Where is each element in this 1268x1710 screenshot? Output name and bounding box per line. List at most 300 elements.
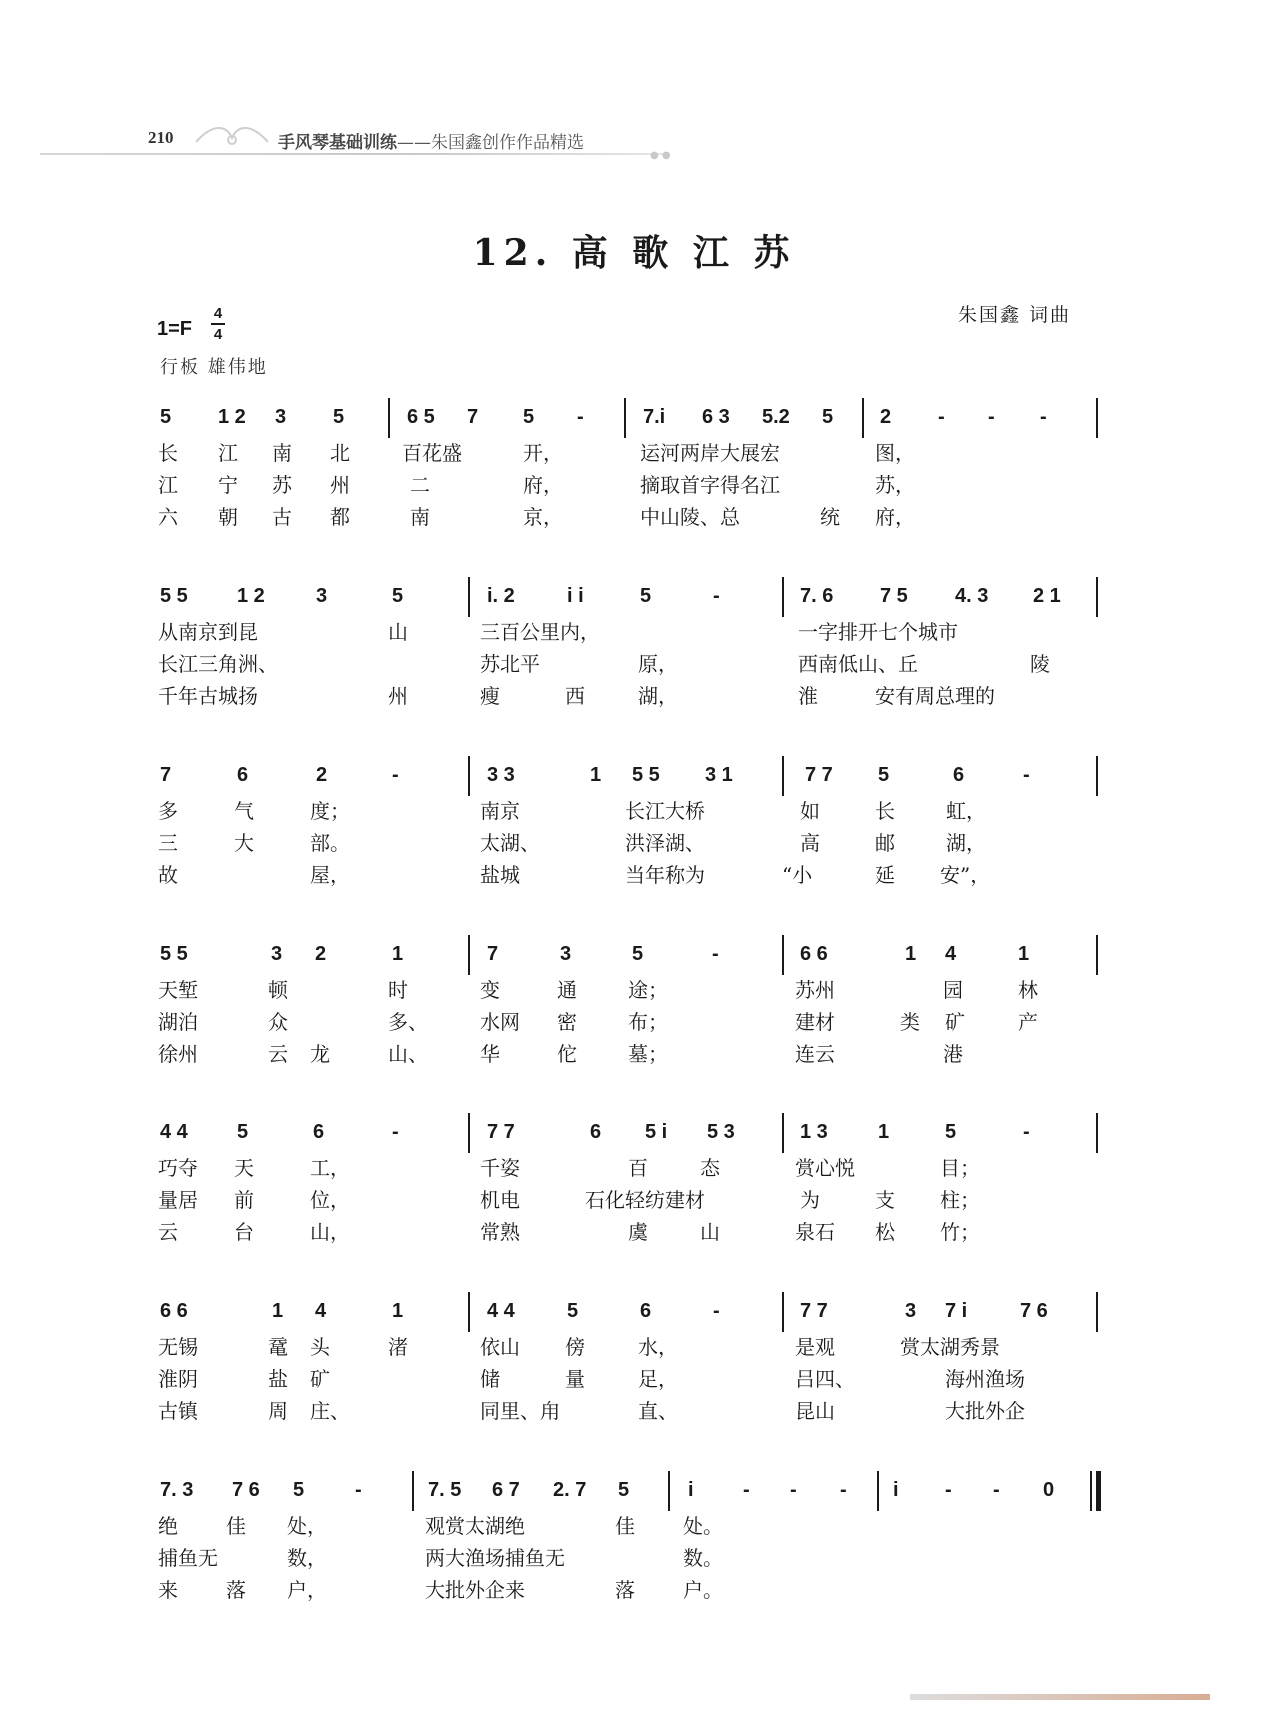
- lyric-word: 位，: [310, 1188, 350, 1212]
- lyric-word: 头: [310, 1335, 330, 1359]
- lyric-word: 从南京到昆: [158, 620, 258, 644]
- lyric-word: 山: [388, 620, 408, 644]
- lyric-word: 石化轻纺建材: [585, 1188, 705, 1212]
- lyric-word: 统: [820, 505, 840, 529]
- lyric-line-3: [0, 680, 1268, 708]
- final-barline-thick: [1096, 1471, 1101, 1511]
- lyric-word: 府，: [523, 473, 563, 497]
- lyric-word: 多、: [388, 1010, 428, 1034]
- lyric-word: 宁: [218, 473, 238, 497]
- lyric-line-1: [0, 437, 1268, 465]
- lyric-word: 户。: [683, 1578, 723, 1602]
- note: 3: [560, 943, 572, 965]
- lyric-line-1: [0, 795, 1268, 823]
- note: 6 6: [800, 943, 828, 965]
- lyric-word: 傍: [565, 1335, 585, 1359]
- barline: [468, 935, 470, 975]
- lyric-line-1: [0, 1331, 1268, 1359]
- score-system: [0, 1292, 1268, 1442]
- lyric-word: 云: [158, 1220, 178, 1244]
- lyric-word: 工，: [310, 1156, 350, 1180]
- lyric-word: 苏州: [795, 978, 835, 1002]
- note: 5: [160, 406, 172, 428]
- note: 1: [392, 943, 404, 965]
- note: 5: [632, 943, 644, 965]
- lyric-word: 三百公里内，: [480, 620, 600, 644]
- note-row: [0, 1113, 1268, 1153]
- lyric-word: 南京: [480, 799, 520, 823]
- note: 2: [315, 943, 327, 965]
- barline: [1096, 398, 1098, 438]
- note-row: [0, 935, 1268, 975]
- note: -: [713, 585, 720, 607]
- note: 1: [905, 943, 917, 965]
- lyric-word: 湖，: [946, 831, 986, 855]
- barline: [468, 1113, 470, 1153]
- note: -: [1023, 1121, 1030, 1143]
- note: 6 5: [407, 406, 435, 428]
- lyric-word: 湖泊: [158, 1010, 198, 1034]
- note: 7. 6: [800, 585, 834, 607]
- note: 3: [905, 1300, 917, 1322]
- note: 2. 7: [553, 1479, 587, 1501]
- lyric-word: 多: [158, 799, 178, 823]
- lyric-word: 淮阴: [158, 1367, 198, 1391]
- lyric-word: 产: [1018, 1010, 1038, 1034]
- lyric-word: 北: [330, 441, 350, 465]
- note: 2: [316, 764, 328, 786]
- ornament-icon: [192, 120, 272, 154]
- lyric-word: 虞: [628, 1220, 648, 1244]
- book-title-bold: 手风琴基础训练: [278, 133, 397, 153]
- lyric-word: 陵: [1030, 652, 1050, 676]
- lyric-word: 依山: [480, 1335, 520, 1359]
- note: 6 3: [702, 406, 730, 428]
- note: 5: [640, 585, 652, 607]
- lyric-word: 安”，: [940, 863, 991, 887]
- lyric-word: 户，: [287, 1578, 327, 1602]
- page-number: 210: [148, 128, 174, 147]
- barline: [668, 1471, 670, 1511]
- barline: [1096, 1292, 1098, 1332]
- time-signature-divider: [211, 323, 225, 325]
- note-row: [0, 1471, 1268, 1511]
- note: 5: [822, 406, 834, 428]
- lyric-word: 机电: [480, 1188, 520, 1212]
- note: 7. 5: [428, 1479, 462, 1501]
- note: 3: [271, 943, 283, 965]
- note: 5 3: [707, 1121, 735, 1143]
- lyric-word: 古镇: [158, 1399, 198, 1423]
- lyric-word: 安有周总理的: [875, 684, 995, 708]
- barline: [862, 398, 864, 438]
- note: 4: [315, 1300, 327, 1322]
- lyric-word: 龙: [310, 1042, 330, 1066]
- lyric-word: 园: [943, 978, 963, 1002]
- lyric-word: 泉石: [795, 1220, 835, 1244]
- note: -: [1023, 764, 1030, 786]
- barline: [877, 1471, 879, 1511]
- note: 1: [272, 1300, 284, 1322]
- lyric-word: 态: [700, 1156, 720, 1180]
- lyric-word: 州: [330, 473, 350, 497]
- lyric-word: 柱；: [940, 1188, 980, 1212]
- note: 7 i: [945, 1300, 968, 1322]
- lyric-word: 数，: [287, 1546, 327, 1570]
- lyric-word: 吕四、: [795, 1367, 855, 1391]
- lyric-word: 佳: [226, 1514, 246, 1538]
- score-system: [0, 577, 1268, 727]
- book-title-rest: ——朱国鑫创作作品精选: [397, 133, 584, 153]
- lyric-word: 如: [800, 799, 820, 823]
- note: -: [988, 406, 995, 428]
- tempo-marking: 行板 雄伟地: [160, 357, 268, 378]
- lyric-word: 屋，: [310, 863, 350, 887]
- lyric-word: 佗: [557, 1042, 577, 1066]
- note: -: [938, 406, 945, 428]
- note: 7: [487, 943, 499, 965]
- lyric-line-3: [0, 501, 1268, 529]
- lyric-word: 天堑: [158, 978, 198, 1002]
- note: 7 7: [487, 1121, 515, 1143]
- lyric-word: 百: [628, 1156, 648, 1180]
- note: -: [355, 1479, 362, 1501]
- barline: [1096, 1113, 1098, 1153]
- lyric-line-2: [0, 827, 1268, 855]
- lyric-word: 赏太湖秀景: [900, 1335, 1000, 1359]
- lyric-word: 落: [226, 1578, 246, 1602]
- note-row: [0, 756, 1268, 796]
- note: 6: [237, 764, 249, 786]
- lyric-word: 顿: [268, 978, 288, 1002]
- lyric-word: 常熟: [480, 1220, 520, 1244]
- lyric-word: 徐州: [158, 1042, 198, 1066]
- note: 4 4: [160, 1121, 188, 1143]
- lyric-word: 是观: [795, 1335, 835, 1359]
- note: 7. 3: [160, 1479, 194, 1501]
- barline: [468, 756, 470, 796]
- note: 6 6: [160, 1300, 188, 1322]
- lyric-word: 巧夺: [158, 1156, 198, 1180]
- lyric-word: 故: [158, 863, 178, 887]
- lyric-word: 山: [700, 1220, 720, 1244]
- lyric-word: 观赏太湖绝: [425, 1514, 525, 1538]
- lyric-word: 江: [218, 441, 238, 465]
- lyric-word: 捕鱼无: [158, 1546, 218, 1570]
- barline: [1096, 577, 1098, 617]
- note: -: [840, 1479, 847, 1501]
- lyric-word: 州: [388, 684, 408, 708]
- note: i: [688, 1479, 694, 1501]
- barline: [468, 577, 470, 617]
- note: 3: [275, 406, 287, 428]
- lyric-word: 同里、甪: [480, 1399, 560, 1423]
- note: 2: [880, 406, 892, 428]
- lyric-word: 台: [234, 1220, 254, 1244]
- lyric-word: 变: [480, 978, 500, 1002]
- note-row: [0, 577, 1268, 617]
- barline: [782, 577, 784, 617]
- lyric-word: 天: [234, 1156, 254, 1180]
- note: 6: [640, 1300, 652, 1322]
- lyric-word: 周: [268, 1399, 288, 1423]
- note: -: [712, 943, 719, 965]
- note: 6: [953, 764, 965, 786]
- lyric-word: 矿: [945, 1010, 965, 1034]
- lyric-word: 洪泽湖、: [625, 831, 705, 855]
- barline: [1096, 935, 1098, 975]
- lyric-word: 高: [800, 831, 820, 855]
- lyric-word: 林: [1018, 978, 1038, 1002]
- header-dots: ● ●: [650, 150, 671, 161]
- note: 5: [878, 764, 890, 786]
- lyric-line-2: [0, 1363, 1268, 1391]
- note: 5: [567, 1300, 579, 1322]
- note: 1 2: [237, 585, 265, 607]
- lyric-word: 处，: [287, 1514, 327, 1538]
- lyric-word: 都: [330, 505, 350, 529]
- lyric-word: 密: [557, 1010, 577, 1034]
- note-row: [0, 398, 1268, 438]
- lyric-word: 一字排开七个城市: [798, 620, 958, 644]
- lyric-word: 摘取首字得名江: [640, 473, 780, 497]
- note: 5 5: [632, 764, 660, 786]
- note: 4: [945, 943, 957, 965]
- note: 7 5: [880, 585, 908, 607]
- barline: [782, 1113, 784, 1153]
- barline: [412, 1471, 414, 1511]
- note: 5 5: [160, 943, 188, 965]
- lyric-line-2: [0, 1006, 1268, 1034]
- lyric-word: 百花盛: [402, 441, 462, 465]
- lyric-line-2: [0, 1184, 1268, 1212]
- lyric-word: “小: [782, 863, 813, 887]
- lyric-word: 南: [410, 505, 430, 529]
- lyric-word: 中山陵、总: [640, 505, 740, 529]
- lyric-word: 长江大桥: [625, 799, 705, 823]
- lyric-line-3: [0, 1574, 1268, 1602]
- lyric-word: 苏北平: [480, 652, 540, 676]
- note: 3 1: [705, 764, 733, 786]
- note: i. 2: [487, 585, 515, 607]
- header-rule: [40, 153, 670, 155]
- lyric-line-1: [0, 616, 1268, 644]
- lyric-word: 储: [480, 1367, 500, 1391]
- note: 7 7: [800, 1300, 828, 1322]
- lyric-word: 开，: [523, 441, 563, 465]
- score-system: [0, 398, 1268, 548]
- time-signature-bottom: 4: [213, 326, 223, 343]
- barline: [388, 398, 390, 438]
- note: 5 i: [645, 1121, 668, 1143]
- lyric-word: 山，: [310, 1220, 350, 1244]
- note: 7 6: [1020, 1300, 1048, 1322]
- lyric-word: 盐: [268, 1367, 288, 1391]
- lyric-word: 途；: [628, 978, 668, 1002]
- lyric-word: 长: [875, 799, 895, 823]
- lyric-line-3: [0, 859, 1268, 887]
- lyric-word: 太湖、: [480, 831, 540, 855]
- lyric-word: 无锡: [158, 1335, 198, 1359]
- note: 5: [523, 406, 535, 428]
- note: 5.2: [762, 406, 790, 428]
- note: 5 5: [160, 585, 188, 607]
- note: 1 3: [800, 1121, 828, 1143]
- lyric-word: 建材: [795, 1010, 835, 1034]
- footer-mark: [910, 1694, 1210, 1700]
- lyric-word: 千姿: [480, 1156, 520, 1180]
- barline: [782, 1292, 784, 1332]
- lyric-word: 港: [943, 1042, 963, 1066]
- lyric-word: 淮: [798, 684, 818, 708]
- note: -: [993, 1479, 1000, 1501]
- note: 4. 3: [955, 585, 989, 607]
- song-credit: 朱国鑫 词曲: [958, 304, 1072, 326]
- lyric-word: 直、: [638, 1399, 678, 1423]
- note: 7.i: [643, 406, 666, 428]
- lyric-word: 庄、: [310, 1399, 350, 1423]
- lyric-line-2: [0, 469, 1268, 497]
- lyric-line-1: [0, 1510, 1268, 1538]
- lyric-word: 大批外企: [945, 1399, 1025, 1423]
- lyric-word: 南: [272, 441, 292, 465]
- note: 7 6: [232, 1479, 260, 1501]
- lyric-word: 古: [272, 505, 292, 529]
- barline: [468, 1292, 470, 1332]
- lyric-word: 三: [158, 831, 178, 855]
- lyric-word: 西南低山、丘: [798, 652, 918, 676]
- lyric-word: 大: [234, 831, 254, 855]
- lyric-word: 绝: [158, 1514, 178, 1538]
- lyric-word: 千年古城扬: [158, 684, 258, 708]
- lyric-word: 众: [268, 1010, 288, 1034]
- lyric-word: 长: [158, 441, 178, 465]
- lyric-word: 西: [565, 684, 585, 708]
- lyric-word: 松: [875, 1220, 895, 1244]
- lyric-line-3: [0, 1395, 1268, 1423]
- lyric-word: 矿: [310, 1367, 330, 1391]
- note: 5: [392, 585, 404, 607]
- song-title: 12. 高 歌 江 苏: [472, 232, 796, 274]
- lyric-word: 水，: [638, 1335, 678, 1359]
- note: 3 3: [487, 764, 515, 786]
- score-system: [0, 1471, 1268, 1621]
- lyric-word: 量: [565, 1367, 585, 1391]
- lyric-word: 目；: [940, 1156, 980, 1180]
- note-row: [0, 1292, 1268, 1332]
- note: 1: [590, 764, 602, 786]
- note: 1 2: [218, 406, 246, 428]
- lyric-word: 盐城: [480, 863, 520, 887]
- note: i i: [567, 585, 584, 607]
- lyric-word: 部。: [310, 831, 350, 855]
- lyric-word: 原，: [638, 652, 678, 676]
- lyric-word: 华: [480, 1042, 500, 1066]
- lyric-line-2: [0, 1542, 1268, 1570]
- barline: [782, 935, 784, 975]
- note: 1: [878, 1121, 890, 1143]
- lyric-word: 昆山: [795, 1399, 835, 1423]
- note: 0: [1043, 1479, 1055, 1501]
- note: 5: [945, 1121, 957, 1143]
- note: -: [945, 1479, 952, 1501]
- lyric-word: 鼋: [268, 1335, 288, 1359]
- lyric-word: 朝: [218, 505, 238, 529]
- lyric-word: 大批外企来: [425, 1578, 525, 1602]
- lyric-word: 通: [557, 978, 577, 1002]
- lyric-word: 布；: [628, 1010, 668, 1034]
- lyric-word: 数。: [683, 1546, 723, 1570]
- note: -: [790, 1479, 797, 1501]
- note: i: [893, 1479, 899, 1501]
- lyric-word: 湖，: [638, 684, 678, 708]
- note: 6: [590, 1121, 602, 1143]
- time-signature: [211, 305, 225, 343]
- lyric-word: 邮: [875, 831, 895, 855]
- lyric-word: 气: [234, 799, 254, 823]
- lyric-word: 水网: [480, 1010, 520, 1034]
- note: 7: [160, 764, 172, 786]
- lyric-word: 虹，: [946, 799, 986, 823]
- lyric-word: 落: [615, 1578, 635, 1602]
- lyric-word: 府，: [875, 505, 915, 529]
- lyric-word: 运河两岸大展宏: [640, 441, 780, 465]
- lyric-word: 苏，: [875, 473, 915, 497]
- note: -: [713, 1300, 720, 1322]
- lyric-word: 来: [158, 1578, 178, 1602]
- lyric-word: 海州渔场: [945, 1367, 1025, 1391]
- lyric-word: 时: [388, 978, 408, 1002]
- note: 1: [1018, 943, 1030, 965]
- note: 6 7: [492, 1479, 520, 1501]
- lyric-word: 赏心悦: [795, 1156, 855, 1180]
- lyric-line-1: [0, 974, 1268, 1002]
- note: -: [392, 1121, 399, 1143]
- lyric-word: 支: [875, 1188, 895, 1212]
- time-signature-top: 4: [213, 305, 223, 322]
- book-title: [278, 128, 584, 153]
- note: 5: [237, 1121, 249, 1143]
- lyric-word: 类: [900, 1010, 920, 1034]
- lyric-word: 山、: [388, 1042, 428, 1066]
- lyric-word: 京，: [523, 505, 563, 529]
- lyric-line-2: [0, 648, 1268, 676]
- lyric-word: 连云: [795, 1042, 835, 1066]
- lyric-word: 度；: [310, 799, 350, 823]
- score-system: [0, 1113, 1268, 1263]
- lyric-word: 二: [410, 473, 430, 497]
- lyric-word: 当年称为: [625, 863, 705, 887]
- barline: [624, 398, 626, 438]
- lyric-word: 苏: [272, 473, 292, 497]
- lyric-word: 竹；: [940, 1220, 980, 1244]
- lyric-word: 瘦: [480, 684, 500, 708]
- score-system: [0, 935, 1268, 1085]
- note: 1: [392, 1300, 404, 1322]
- lyric-word: 渚: [388, 1335, 408, 1359]
- lyric-word: 江: [158, 473, 178, 497]
- barline: [1096, 756, 1098, 796]
- lyric-word: 佳: [615, 1514, 635, 1538]
- note: 5: [293, 1479, 305, 1501]
- note: 5: [333, 406, 345, 428]
- note: 3: [316, 585, 328, 607]
- key-signature: 1=F: [157, 318, 193, 340]
- lyric-word: 前: [234, 1188, 254, 1212]
- lyric-word: 为: [800, 1188, 820, 1212]
- note: -: [392, 764, 399, 786]
- lyric-word: 墓；: [628, 1042, 668, 1066]
